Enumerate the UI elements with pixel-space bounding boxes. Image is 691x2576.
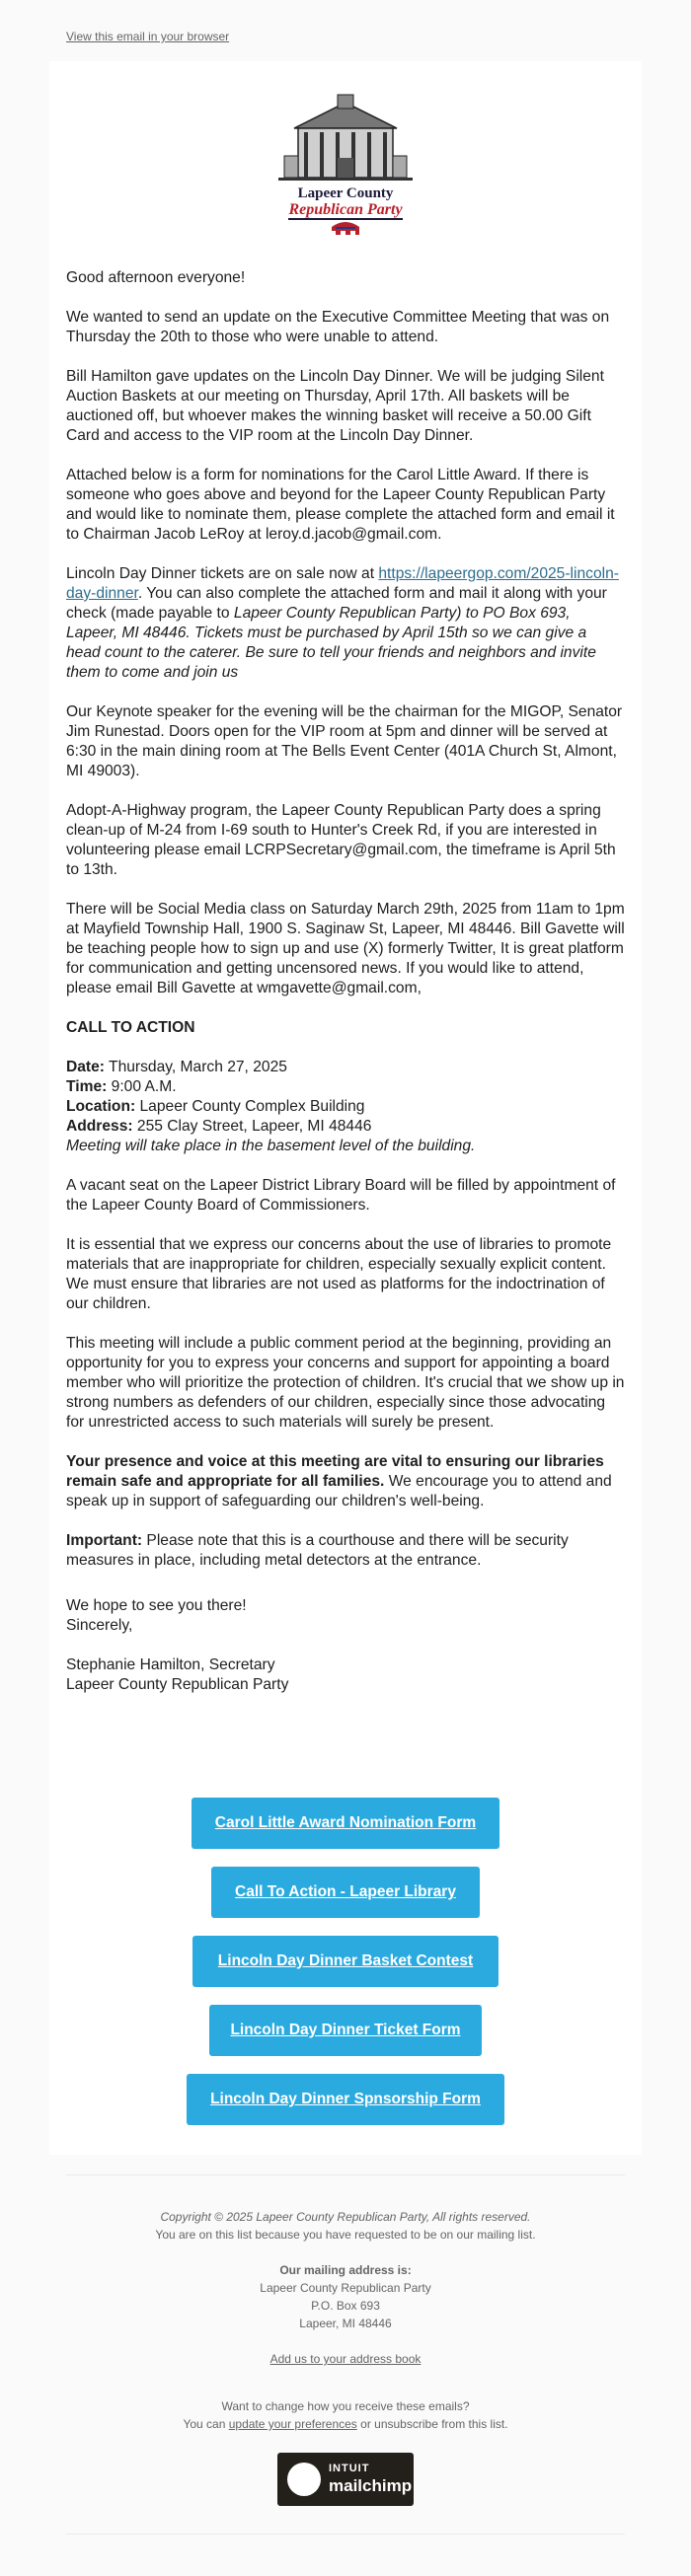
event-details <box>66 1058 625 1156</box>
sponsorship-form-button[interactable]: Lincoln Day Dinner Spnsorship Form <box>187 2074 504 2125</box>
ticket-form-button[interactable]: Lincoln Day Dinner Ticket Form <box>209 2005 482 2056</box>
paragraph-basket-auction: Bill Hamilton gave updates on the Lincoln Day Dinner. We will be judging Silent Auction Baskets at our meeting on Thursday, April 17th. All baskets will be auctioned off, but whoever makes the winning basket will receive a 50.00 Gift Card and access to the VIP room at the Lincoln Day Dinner. <box>66 368 604 444</box>
paragraph-adopt-a-highway: Adopt-A-Highway program, the Lapeer County Republican Party does a spring clean-up of M-24 from I-69 south to Hunter's Creek Rd, if you are interested in volunteering please email LCRPSecretary@gmail.com, the timeframe is April 5th to 13th. <box>66 802 616 878</box>
change-emails-question: Want to change how you receive these emails? <box>221 2399 470 2413</box>
unsubscribe-text: unsubscribe from this list <box>374 2417 505 2431</box>
mailchimp-badge[interactable]: INTUIT mailchimp <box>277 2453 414 2506</box>
mailing-address-line1: Lapeer County Republican Party <box>260 2281 431 2295</box>
logo-text-party: Republican Party <box>288 201 403 218</box>
logo-text-county: Lapeer County <box>297 185 394 201</box>
bottom-divider <box>66 2534 625 2535</box>
preferences-line: You can update your preferences or unsubscribe from this list. <box>183 2417 508 2431</box>
paragraph-tickets: Lincoln Day Dinner tickets are on sale now at https://lapeergop.com/2025-lincoln-day-dinner. You can also complete the attached form and mail it along with your check (made payable to Lapeer County Republican Party) to PO Box 693, Lapeer, MI 48446. Tickets must be purchased by April 15th so we can give a head count to the caterer. Be sure to tell your friends and neighbors and invite them to come and join us <box>66 565 619 681</box>
signature-name: Stephanie Hamilton, Secretary <box>66 1656 275 1673</box>
view-in-browser-link[interactable]: View this email in your browser <box>66 30 230 43</box>
mailing-address-line2: P.O. Box 693 <box>311 2299 380 2313</box>
basket-contest-button[interactable]: Lincoln Day Dinner Basket Contest <box>192 1936 499 1987</box>
call-to-action-library-button[interactable]: Call To Action - Lapeer Library <box>211 1867 480 1918</box>
paragraph-carol-little-award: Attached below is a form for nominations for the Carol Little Award. If there is someone who goes above and beyond for the Lapeer County Republican Party and would like to nominate them, please complete the attached form and email it to Chairman Jacob LeRoy at leroy.d.jacob@gmail.com. <box>66 467 615 543</box>
event-location: Location: Lapeer County Complex Building <box>66 1098 365 1115</box>
paragraph-keynote: Our Keynote speaker for the evening will be the chairman for the MIGOP, Senator Jim Runestad. Doors open for the VIP room at 5pm and dinner will be served at 6:30 in the main dining room at The Bells Event Center (401A Church St, Almont, MI 49003). <box>66 703 623 779</box>
mailchimp-freddie-icon <box>287 2463 321 2496</box>
paragraph-meeting-update: We wanted to send an update on the Executive Committee Meeting that was on Thursday the 20th to those who were unable to attend. <box>66 309 610 345</box>
paragraph-public-comment: This meeting will include a public comment period at the beginning, providing an opportunity for you to express your concerns and support for appointing a board member who will prioritize the protection of children. It's crucial that we show up in strong numbers as defenders of our children, especially since those advocating for unrestricted access to such materials will surely be present. <box>66 1335 625 1431</box>
topbar <box>0 0 691 61</box>
sign-off: Sincerely, <box>66 1617 133 1634</box>
lincoln-day-dinner-link[interactable]: https://lapeergop.com/2025-lincoln-day-dinner <box>66 565 619 602</box>
paragraph-presence: Your presence and voice at this meeting are vital to ensuring our libraries remain safe and appropriate for all families. We encourage you to attend and speak up in support of safeguarding our children's well-being. <box>66 1453 612 1509</box>
event-date: Date: Thursday, March 27, 2025 <box>66 1059 287 1075</box>
greeting: Good afternoon everyone! <box>66 269 246 286</box>
update-preferences-link[interactable]: update your preferences <box>228 2417 357 2431</box>
copyright: Copyright © 2025 Lapeer County Republican Party, All rights reserved. <box>160 2210 531 2224</box>
mailing-address-line3: Lapeer, MI 48446 <box>299 2317 392 2330</box>
paragraph-social-media-class: There will be Social Media class on Saturday March 29th, 2025 from 11am to 1pm at Mayfield Township Hall, 1900 S. Saginaw St, Lapeer, MI 48446. Bill Gavette will be teaching people how to sign up and use (X) formerly Twitter, It is great platform for communication and getting uncensored news. If you would like to attend, please email Bill Gavette at wmgavette@gmail.com, <box>66 901 625 996</box>
cta-heading: CALL TO ACTION <box>66 1019 195 1036</box>
list-reason: You are on this list because you have requested to be on our mailing list. <box>155 2228 536 2242</box>
party-logo <box>267 89 424 242</box>
email-body <box>66 268 625 1695</box>
closing: We hope to see you there! <box>66 1597 247 1614</box>
paragraph-library-seat: A vacant seat on the Lapeer District Library Board will be filled by appointment of the Lapeer County Board of Commissioners. <box>66 1177 616 1214</box>
form-buttons <box>49 1798 642 2143</box>
signature-org: Lapeer County Republican Party <box>66 1676 289 1693</box>
paragraph-library-concerns: It is essential that we express our concerns about the use of libraries to promote materials that are inappropriate for children, especially sexually explicit content. We must ensure that libraries are not used as platforms for the indoctrination of our children. <box>66 1236 612 1312</box>
paragraph-important: Important: Please note that this is a courthouse and there will be security measures in place, including metal detectors at the entrance. <box>66 1532 569 1569</box>
footer-divider <box>66 2174 625 2175</box>
basement-note: Meeting will take place in the basement level of the building. <box>66 1138 476 1154</box>
carol-little-award-button[interactable]: Carol Little Award Nomination Form <box>192 1798 499 1849</box>
footer <box>0 2208 691 2511</box>
email-card <box>49 61 642 2155</box>
event-address: Address: 255 Clay Street, Lapeer, MI 48446 <box>66 1118 372 1135</box>
mailing-address-heading: Our mailing address is: <box>279 2263 412 2277</box>
address-book-link[interactable]: Add us to your address book <box>269 2352 422 2366</box>
event-time: Time: 9:00 A.M. <box>66 1078 177 1095</box>
